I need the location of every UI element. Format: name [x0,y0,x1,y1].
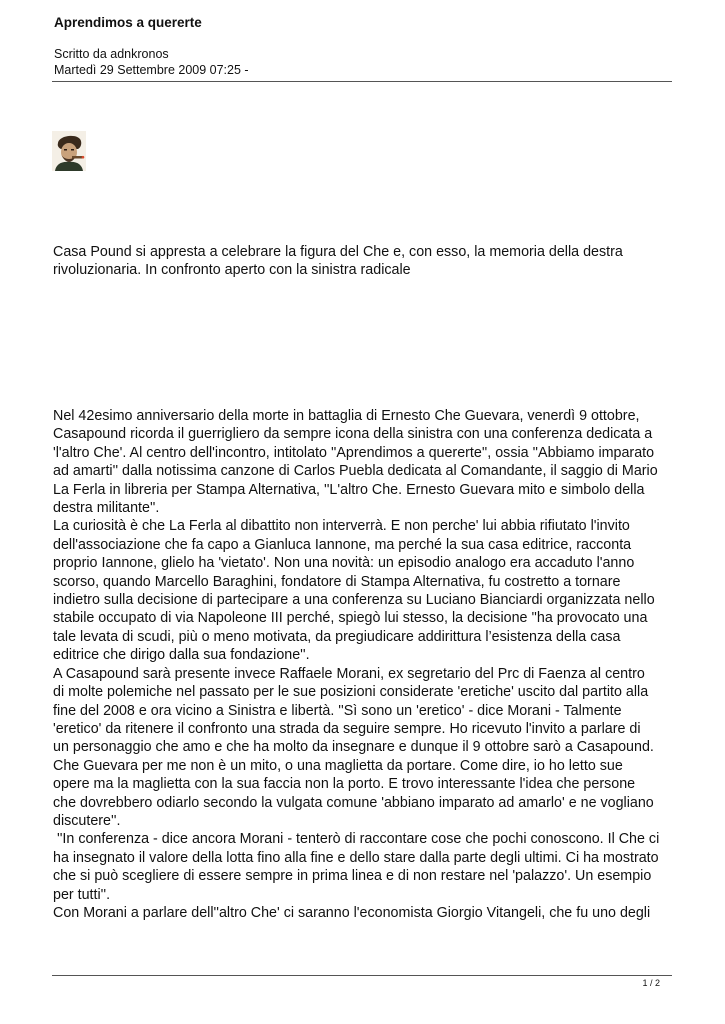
date-line: Martedì 29 Settembre 2009 07:25 - [54,63,249,77]
text-line: Con Morani a parlare dell''altro Che' ci saranno l'economista Giorgio Vitangeli, che fu uno degli [53,904,651,921]
body-paragraph [53,665,703,831]
header-divider [52,81,672,82]
text-line: editrice che dirigo dalla sua fondazione''. [53,647,310,664]
portrait-photo-icon [52,131,86,171]
text-line: 'eretico' da ritenere il confronto una strada da seguire sempre. Ho ricevuto l'invito a parlare di [53,720,641,737]
text-line: ad amarti'' dalla notissima canzone di Carlos Puebla dedicata al Comandante, il saggio di Mario [53,463,658,480]
text-line: Che Guevara per me non è un mito, o una maglietta da portare. Come dire, io ho letto sue [53,757,623,774]
author-line: Scritto da adnkronos [54,47,169,61]
text-line: tale levata di scudi, più o meno motivata, da pregiudicare addirittura l’esistenza della casa [53,628,621,645]
text-line: destra militante''. [53,500,160,517]
text-line: dell'associazione che fa capo a Gianluca Iannone, ma perché la sua casa editrice, racconta [53,536,632,553]
text-line: discutere''. [53,812,121,829]
text-line: Nel 42esimo anniversario della morte in battaglia di Ernesto Che Guevara, venerdì 9 ottobre, [53,408,640,424]
article-body [53,407,703,922]
text-line: proprio Iannone, glielo ha 'vietato'. Non una novità: un episodio analogo era accaduto l'anno [53,555,635,572]
text-line: La Ferla in libreria per Stampa Alternativa, ''L'altro Che. Ernesto Guevara mito e simbolo della [53,481,645,498]
text-line: che si può scegliere di essere sempre in prima linea e di non restare nel 'palazzo'. Un esempio [53,868,652,885]
text-line: La curiosità è che La Ferla al dibattito non interverrà. E non perche' lui abbia rifiutato l'invito [53,518,630,535]
text-line: Casapound ricorda il guerrigliero da sempre icona della sinistra con una conferenza dedicata a [53,426,653,443]
text-line: stabile occupato di via Napoleone III perché, spiegò lui stesso, la decisione ''ha provocato una [53,610,648,627]
text-line: fine del 2008 e ora vicino a Sinistra e libertà. ''Sì sono un 'eretico' - dice Morani - Talmente [53,702,622,719]
text-line: un personaggio che amo e che ha molto da insegnare e dunque il 9 ottobre sarò a Casapound. [53,739,654,756]
text-line: per tutti''. [53,886,111,903]
text-line: 'l'altro Che'. Al centro dell'incontro, intitolato ''Aprendimos a quererte'', ossia ''Abbiamo imparato [53,444,655,461]
body-paragraph [53,904,703,922]
text-line: che dovrebbero odiarlo secondo la vulgata comune 'abbiano imparato ad amarlo' e ne vogliano [53,794,654,811]
intro-paragraph: Casa Pound si appresta a celebrare la figura del Che e, con esso, la memoria della destra rivoluzionaria. In confronto aperto con la sinistra radicale [53,244,623,279]
text-line: scorso, quando Marcello Baraghini, fondatore di Stampa Alternativa, fu costretto a tornare [53,573,621,590]
article-title: Aprendimos a quererte [54,15,202,30]
page-number: 1 / 2 [642,978,660,988]
footer-divider [52,975,672,976]
text-line: ''In conferenza - dice ancora Morani - tenterò di raccontare cose che pochi conoscono. Il Che ci [53,831,660,848]
article-meta [54,46,249,78]
text-line: indietro sulla decisione di partecipare a una conferenza su Luciano Bianciardi organizzata nello [53,592,655,609]
body-paragraph [53,407,703,517]
text-line: di molte polemiche nel passato per le sue posizioni considerate 'eretiche' uscito dal partito alla [53,684,649,701]
body-paragraph [53,517,703,664]
body-paragraph [53,830,703,904]
text-line: ha insegnato il valore della lotta fino alla fine e dello stare dalla parte degli ultimi. Ci ha mostrato [53,849,659,866]
text-line: opere ma la maglietta con la sua faccia non la porto. E trovo interessante l'idea che persone [53,776,636,793]
text-line: A Casapound sarà presente invece Raffaele Morani, ex segretario del Prc di Faenza al centro [53,665,645,682]
